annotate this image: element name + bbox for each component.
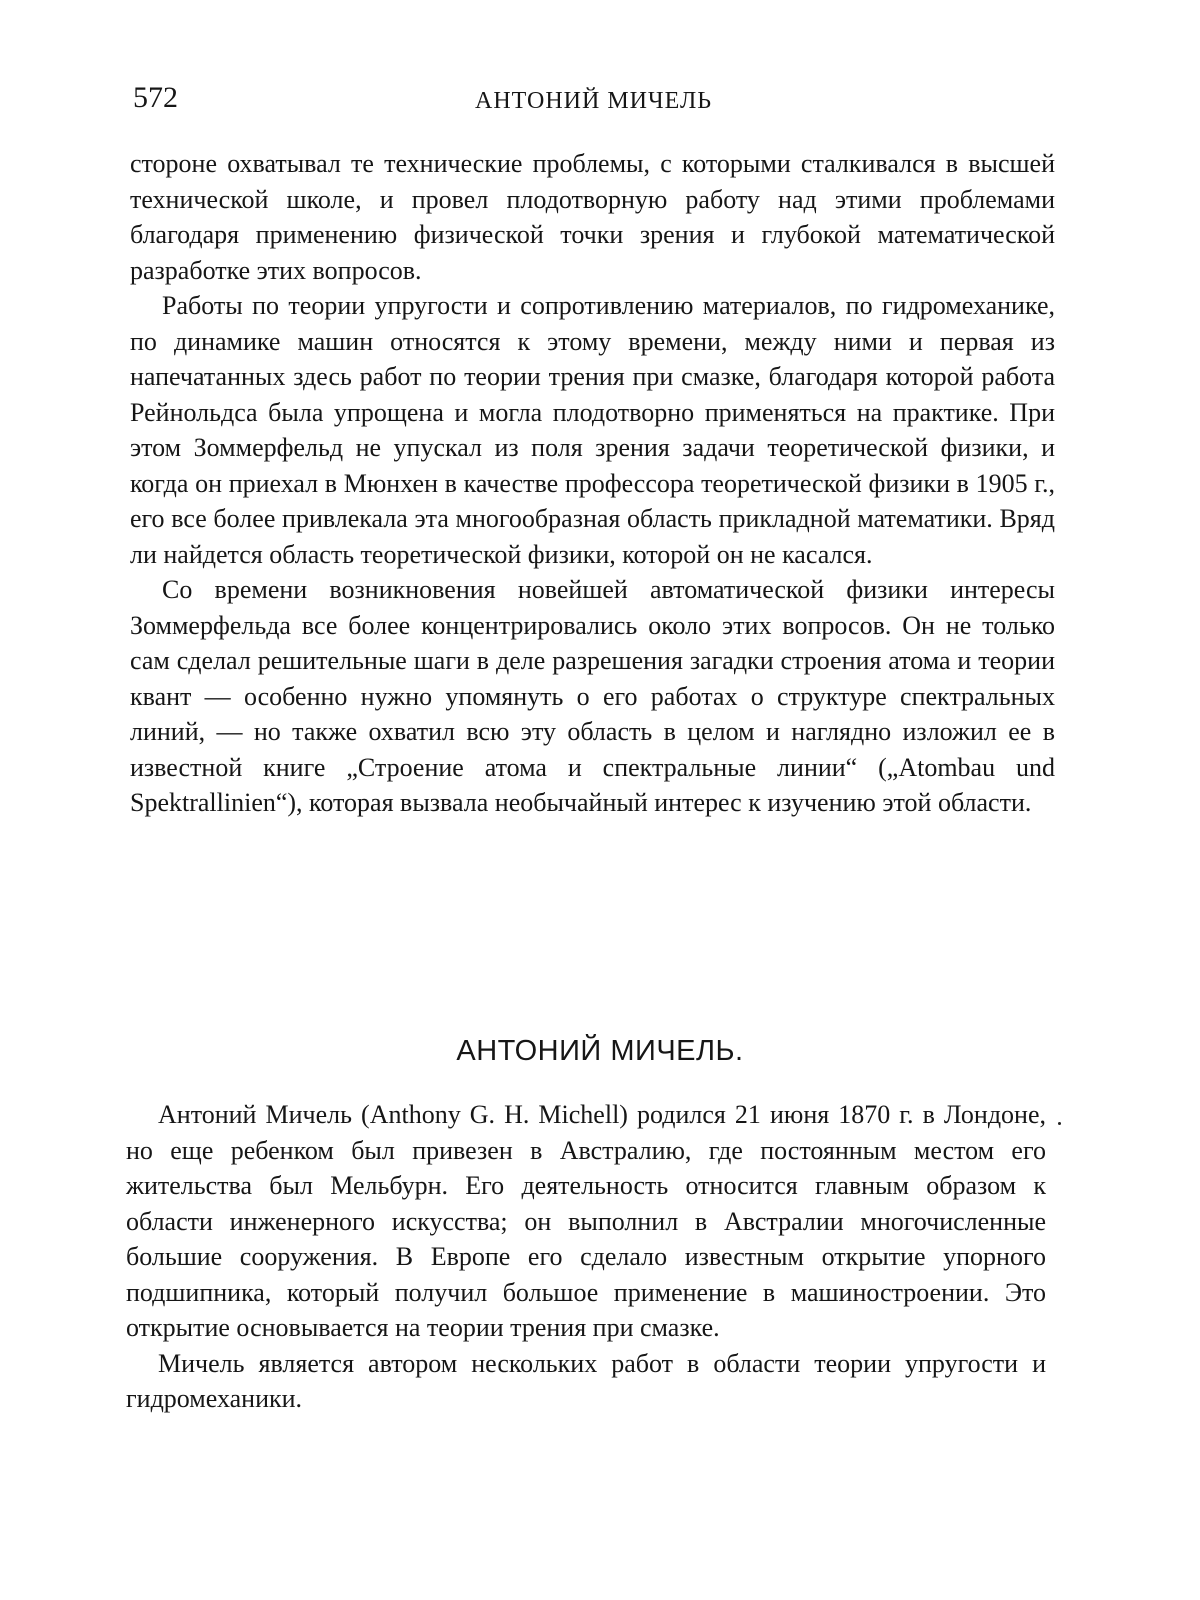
body-paragraph: Антоний Мичель (Anthony G. H. Michell) родился 21 июня 1870 г. в Лондоне, но еще ребенком был привезен в Австралию, где постоянным местом его жительства был Мельбурн. Его деятельность относится главным образом к области инженерного искусства; он выполнил в Австралии многочисленные большие сооружения. В Европе его сделало известным открытие упорного подшипника, который получил большое применение в машиностроении. Это открытие основывается на теории трения при смазке. bbox=[126, 1100, 1046, 1342]
body-paragraph: стороне охватывал те технические проблемы, с которыми сталкивался в высшей технической школе, и провел плодотворную работу над этими проблемами благодаря применению физической точки зрения и глубокой математической разработке этих вопросов. bbox=[130, 149, 1055, 285]
page-number: 572 bbox=[133, 81, 178, 114]
scan-speck bbox=[1058, 1122, 1061, 1125]
body-paragraph: Со времени возникновения новейшей автоматической физики интересы Зоммерфельда все более концентрировались около этих вопросов. Он не только сам сделал решительные шаги в деле разрешения загадки строения атома и теории квант — особенно нужно упомянуть о его работах о структуре спектральных линий, — но также охватил всю эту область в целом и наглядно изложил ее в известной книге „Строение атома и спектральные линии“ („Atombau und Spektrallinien“), которая вызвала необычайный интерес к изучению этой области. bbox=[130, 575, 1055, 817]
section-heading: АНТОНИЙ МИЧЕЛЬ. bbox=[456, 1035, 744, 1067]
michell-biography-text bbox=[126, 1097, 1046, 1417]
body-paragraph: Мичель является автором нескольких работ в области теории упругости и гидромеханики. bbox=[126, 1348, 1046, 1413]
body-paragraph: Работы по теории упругости и сопротивлению материалов, по гидромеханике, по динамике машин относятся к этому времени, между ними и первая из напечатанных здесь работ по теории трения при смазке, благодаря которой работа Рейнольдса была упрощена и могла плодотворно применяться на практике. При этом Зоммерфельд не упускал из поля зрения задачи теоретической физики, и когда он приехал в Мюнхен в качестве профессора теоретической физики в 1905 г., его все более привлекала эта многообразная область прикладной математики. Вряд ли найдется область теоретической физики, которой он не касался. bbox=[130, 291, 1055, 569]
running-head: АНТОНИЙ МИЧЕЛЬ bbox=[475, 88, 713, 114]
sommerfeld-continuation-text bbox=[130, 146, 1055, 821]
